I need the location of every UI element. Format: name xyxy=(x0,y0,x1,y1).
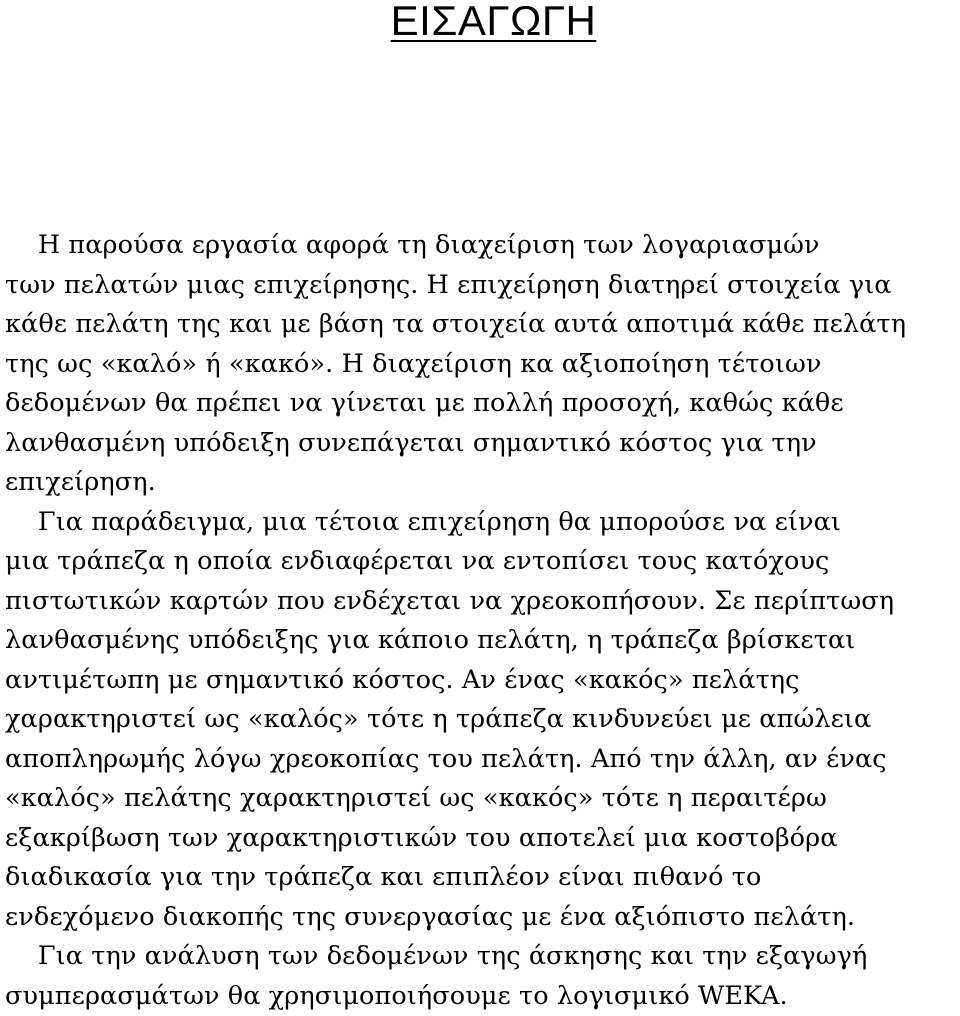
text-line: λανθασμένης υπόδειξης για κάποιο πελάτη, η τράπεζα βρίσκεται xyxy=(5,625,856,655)
text-line: μια τράπεζα η οποία ενδιαφέρεται να εντοπίσει τους κατόχους xyxy=(5,546,830,576)
body-text xyxy=(5,226,955,1016)
text-line: εξακρίβωση των χαρακτηριστικών του αποτελεί μια κοστοβόρα xyxy=(5,822,838,853)
text-line: πιστωτικών καρτών που ενδέχεται να χρεοκοπήσουν. Σε περίπτωση xyxy=(5,585,895,616)
text-line: Για την ανάλυση των δεδομένων της άσκησης και την εξαγωγή xyxy=(5,941,868,971)
text-line: αποπληρωμής λόγω χρεοκοπίας του πελάτη. Από την άλλη, αν ένας xyxy=(5,743,887,774)
text-line: της ως «καλό» ή «κακό». Η διαχείριση κα αξιοποίηση τέτοιων xyxy=(5,348,822,379)
text-line: Η παρούσα εργασία αφορά τη διαχείριση των λογαριασμών xyxy=(5,230,820,260)
text-line: δεδομένων θα πρέπει να γίνεται με πολλή προσοχή, καθώς κάθε xyxy=(5,388,844,418)
text-line: κάθε πελάτη της και με βάση τα στοιχεία αυτά αποτιμά κάθε πελάτη xyxy=(5,309,907,339)
text-line: επιχείρηση. xyxy=(5,467,156,497)
text-line: «καλός» πελάτης χαρακτηριστεί ως «κακός» τότε η περαιτέρω xyxy=(5,783,827,813)
text-line: των πελατών μιας επιχείρησης. Η επιχείρηση διατηρεί στοιχεία για xyxy=(5,269,892,300)
page-heading: ΕΙΣΑΓΩΓΗ xyxy=(390,0,597,44)
text-line: διαδικασία για την τράπεζα και επιπλέον είναι πιθανό το xyxy=(5,862,762,892)
text-line: Για παράδειγμα, μια τέτοια επιχείρηση θα μπορούσε να είναι xyxy=(5,506,842,537)
text-line: συμπερασμάτων θα χρησιμοποιήσουμε το λογισμικό WEKA. xyxy=(5,980,788,1011)
text-line: αντιμέτωπη με σημαντικό κόστος. Αν ένας «κακός» πελάτης xyxy=(5,664,800,695)
text-line: ενδεχόμενο διακοπής της συνεργασίας με ένα αξιόπιστο πελάτη. xyxy=(5,901,856,932)
text-line: χαρακτηριστεί ως «καλός» τότε η τράπεζα κινδυνεύει με απώλεια xyxy=(5,704,872,734)
text-line: λανθασμένη υπόδειξη συνεπάγεται σημαντικό κόστος για την xyxy=(5,427,817,458)
